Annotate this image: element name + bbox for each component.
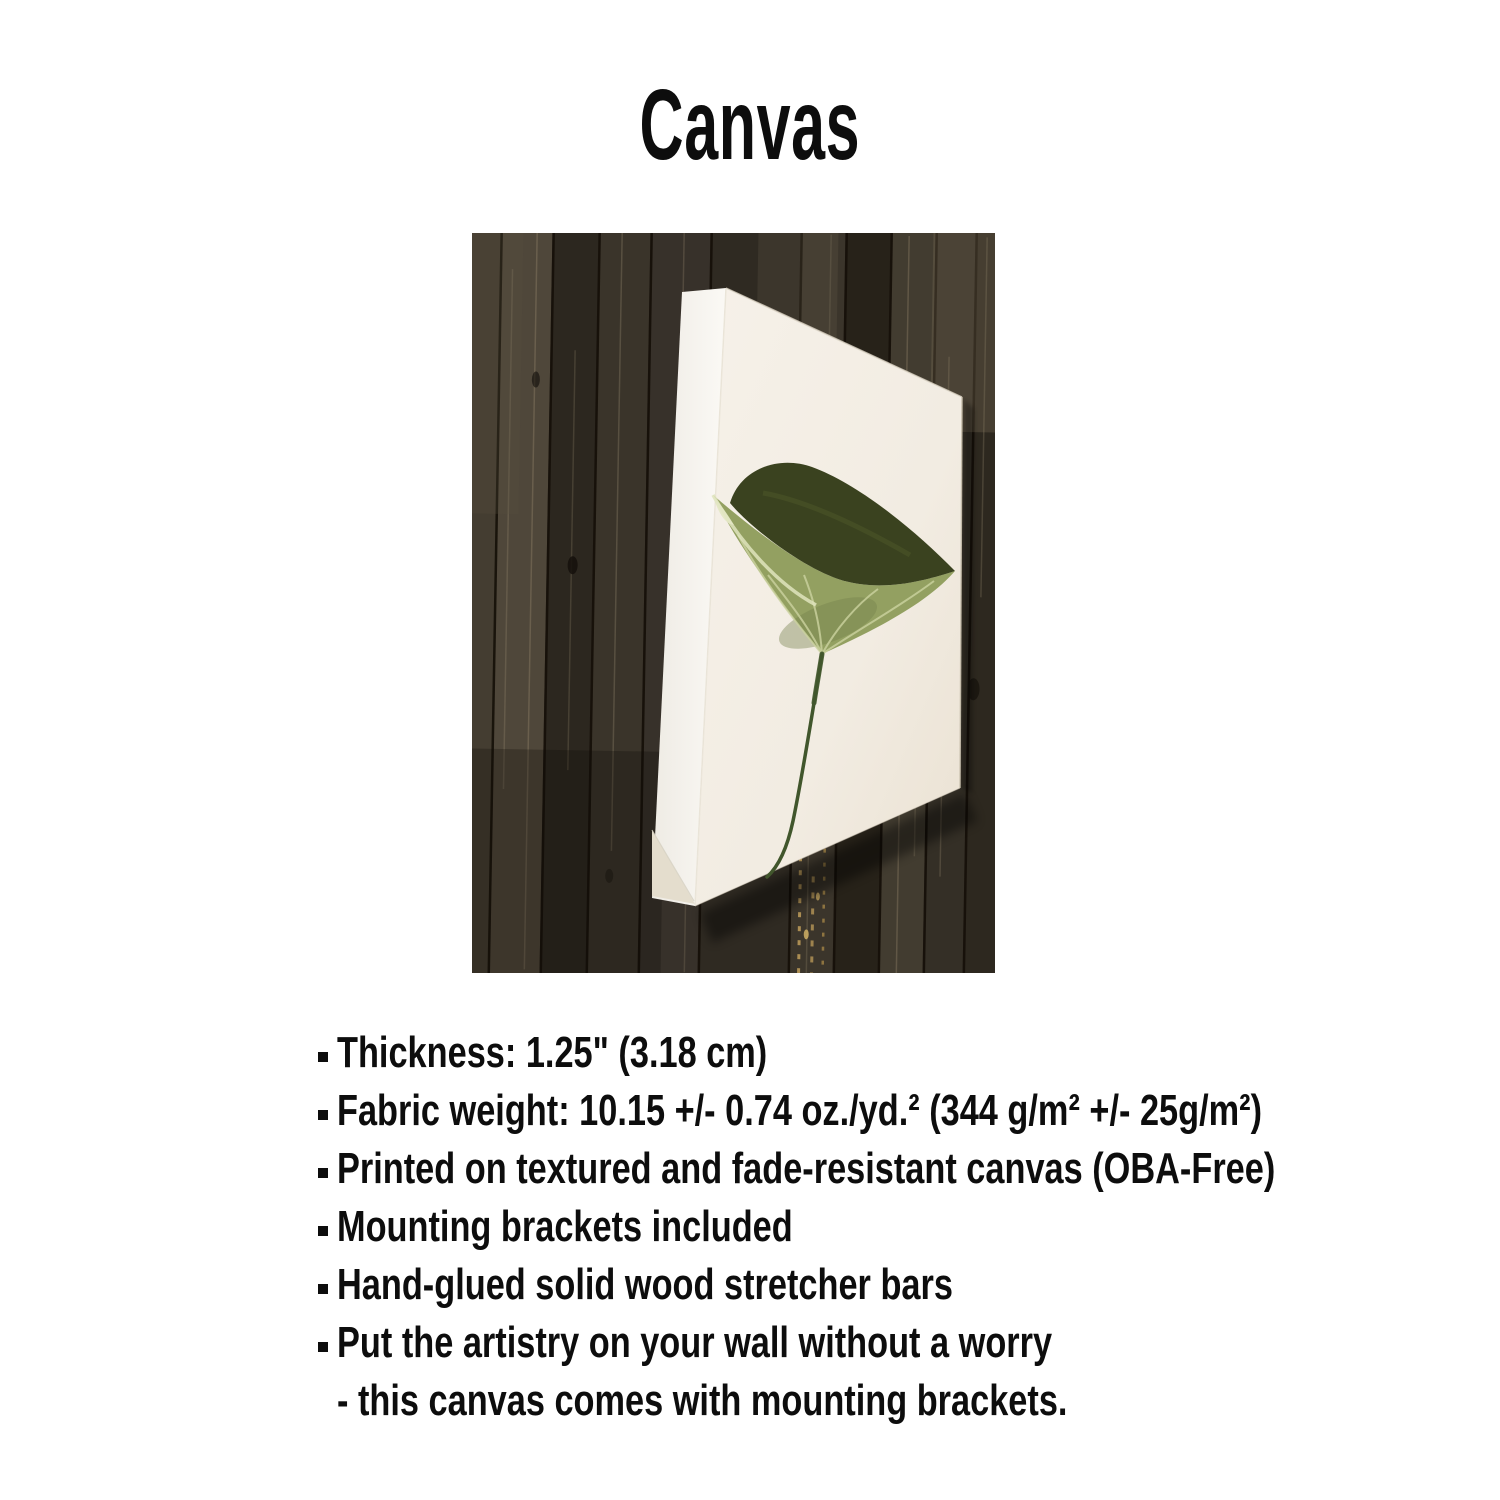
spec-item-thickness [318, 1024, 1500, 1082]
specs-list [318, 1024, 1500, 1430]
bullet-square-icon [318, 1342, 328, 1352]
bullet-square-icon [318, 1168, 328, 1178]
spec-text: - this canvas comes with mounting brackets. [337, 1376, 1068, 1425]
spec-item-mounting-brackets [318, 1198, 1500, 1256]
spec-item-artistry-continued [318, 1372, 1500, 1430]
spec-text: Hand-glued solid wood stretcher bars [337, 1260, 953, 1309]
spec-text: Put the artistry on your wall without a worry [337, 1318, 1053, 1367]
product-photo-image [472, 233, 995, 973]
product-photo [472, 233, 995, 973]
bullet-square-icon [318, 1284, 328, 1294]
spec-text: Thickness: 1.25" (3.18 cm) [337, 1028, 768, 1077]
page-title-text: Canvas [639, 69, 861, 181]
spec-item-fabric-weight [318, 1082, 1500, 1140]
spec-item-printed [318, 1140, 1500, 1198]
bullet-square-icon [318, 1052, 328, 1062]
canvas-edge-shadow [962, 399, 974, 793]
page-title [0, 69, 1500, 181]
spec-text: Fabric weight: 10.15 +/- 0.74 oz./yd.² (344 g/m² +/- 25g/m²) [337, 1086, 1263, 1135]
spec-text: Printed on textured and fade-resistant canvas (OBA-Free) [337, 1144, 1276, 1193]
spec-item-stretcher-bars [318, 1256, 1500, 1314]
spec-item-artistry [318, 1314, 1500, 1372]
bullet-square-icon [318, 1226, 328, 1236]
bullet-square-icon [318, 1110, 328, 1120]
spec-text: Mounting brackets included [337, 1202, 793, 1251]
